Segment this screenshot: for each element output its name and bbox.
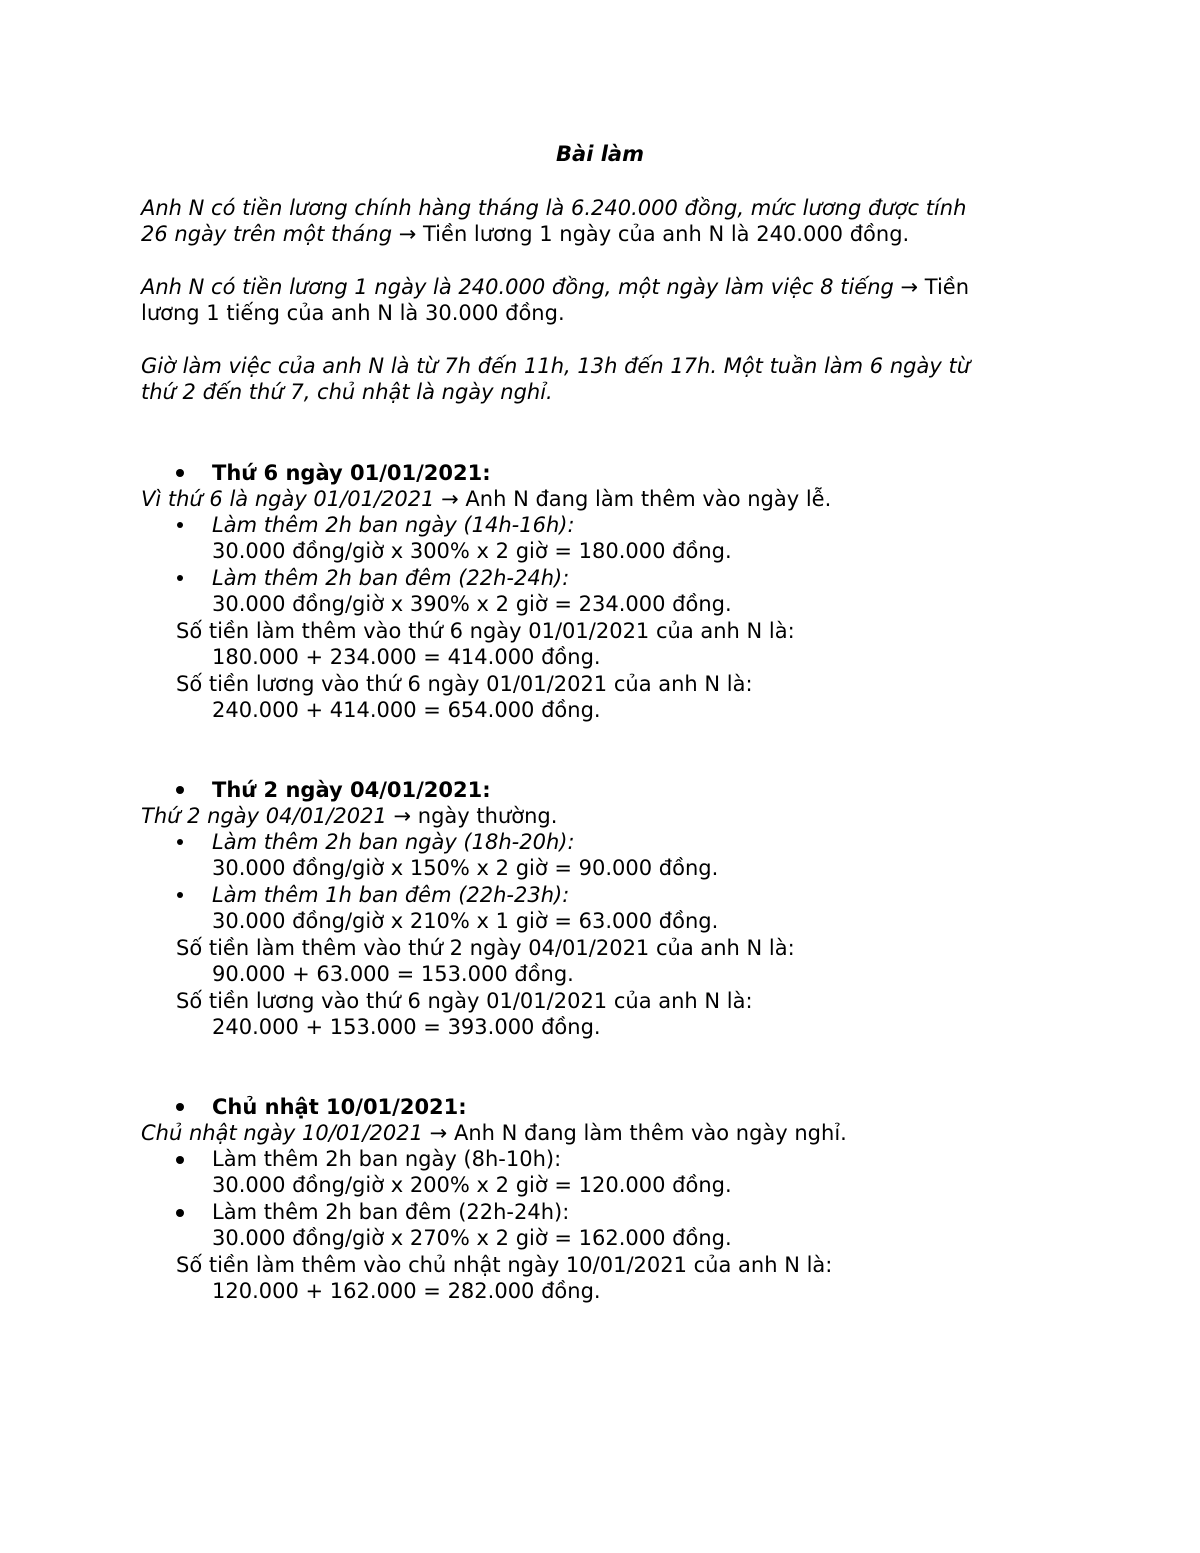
intro-paragraph-1-result: Tiền lương 1 ngày của anh N là 240.000 đồng.	[416, 222, 910, 246]
section-2-item-1-calc: 30.000 đồng/giờ x 150% x 2 giờ = 90.000 đồng.	[212, 856, 719, 880]
section-1-total-label: Số tiền lương vào thứ 6 ngày 01/01/2021 của anh N là:	[176, 672, 753, 696]
section-2-item-2-label: Làm thêm 1h ban đêm (22h-23h):	[212, 883, 570, 907]
intro-paragraph-3-line-1: Giờ làm việc của anh N là từ 7h đến 11h, 13h đến 17h. Một tuần làm 6 ngày từ	[141, 354, 970, 378]
section-2-description-result: ngày thường.	[411, 804, 558, 828]
intro-paragraph-1-line-1: Anh N có tiền lương chính hàng tháng là 6.240.000 đồng, mức lương được tính	[141, 196, 967, 220]
section-2-description	[141, 803, 557, 829]
section-2-total-calc: 240.000 + 153.000 = 393.000 đồng.	[212, 1015, 601, 1039]
section-bullet	[176, 1103, 184, 1111]
section-1-heading: Thứ 6 ngày 01/01/2021:	[212, 461, 491, 485]
item-bullet	[177, 575, 183, 581]
intro-paragraph-2-italic: Anh N có tiền lương 1 ngày là 240.000 đồng, một ngày làm việc 8 tiếng →	[141, 275, 919, 299]
intro-paragraph-1-italic: 26 ngày trên một tháng →	[141, 222, 417, 246]
section-3-description	[141, 1120, 847, 1146]
section-3-sum-calc: 120.000 + 162.000 = 282.000 đồng.	[212, 1279, 601, 1303]
intro-paragraph-2-line-2: lương 1 tiếng của anh N là 30.000 đồng.	[141, 301, 565, 325]
intro-paragraph-3-line-2: thứ 2 đến thứ 7, chủ nhật là ngày nghỉ.	[141, 380, 553, 404]
intro-paragraph-2-line-1	[141, 274, 969, 300]
section-3-item-2-calc: 30.000 đồng/giờ x 270% x 2 giờ = 162.000 đồng.	[212, 1226, 732, 1250]
intro-paragraph-1-line-2	[141, 221, 909, 247]
item-bullet	[177, 839, 183, 845]
section-1-description-result: Anh N đang làm thêm vào ngày lễ.	[458, 487, 832, 511]
section-3-item-1-calc: 30.000 đồng/giờ x 200% x 2 giờ = 120.000 đồng.	[212, 1173, 732, 1197]
section-2-description-italic: Thứ 2 ngày 04/01/2021 →	[141, 804, 412, 828]
intro-paragraph-2-result: Tiền	[918, 275, 970, 299]
section-2-sum-label: Số tiền làm thêm vào thứ 2 ngày 04/01/2021 của anh N là:	[176, 936, 795, 960]
section-3-description-italic: Chủ nhật ngày 10/01/2021 →	[141, 1121, 448, 1145]
section-1-total-calc: 240.000 + 414.000 = 654.000 đồng.	[212, 698, 601, 722]
section-3-heading: Chủ nhật 10/01/2021:	[212, 1095, 467, 1119]
section-1-item-1-calc: 30.000 đồng/giờ x 300% x 2 giờ = 180.000 đồng.	[212, 539, 732, 563]
section-1-item-1-label: Làm thêm 2h ban ngày (14h-16h):	[212, 513, 575, 537]
section-1-item-2-label: Làm thêm 2h ban đêm (22h-24h):	[212, 566, 570, 590]
section-1-sum-label: Số tiền làm thêm vào thứ 6 ngày 01/01/2021 của anh N là:	[176, 619, 795, 643]
section-3-description-result: Anh N đang làm thêm vào ngày nghỉ.	[447, 1121, 847, 1145]
item-bullet	[176, 1156, 184, 1164]
section-3-item-1-label: Làm thêm 2h ban ngày (8h-10h):	[212, 1147, 562, 1171]
section-bullet	[176, 469, 184, 477]
section-1-description	[141, 486, 831, 512]
section-1-sum-calc: 180.000 + 234.000 = 414.000 đồng.	[212, 645, 601, 669]
section-1-description-italic: Vì thứ 6 là ngày 01/01/2021 →	[141, 487, 459, 511]
item-bullet	[177, 522, 183, 528]
page-title: Bài làm	[556, 142, 644, 166]
section-2-item-2-calc: 30.000 đồng/giờ x 210% x 1 giờ = 63.000 đồng.	[212, 909, 719, 933]
section-2-total-label: Số tiền lương vào thứ 6 ngày 01/01/2021 của anh N là:	[176, 989, 753, 1013]
section-2-item-1-label: Làm thêm 2h ban ngày (18h-20h):	[212, 830, 575, 854]
section-3-sum-label: Số tiền làm thêm vào chủ nhật ngày 10/01/2021 của anh N là:	[176, 1253, 833, 1277]
section-2-heading: Thứ 2 ngày 04/01/2021:	[212, 778, 491, 802]
section-2-sum-calc: 90.000 + 63.000 = 153.000 đồng.	[212, 962, 574, 986]
section-1-item-2-calc: 30.000 đồng/giờ x 390% x 2 giờ = 234.000 đồng.	[212, 592, 732, 616]
section-bullet	[176, 786, 184, 794]
section-3-item-2-label: Làm thêm 2h ban đêm (22h-24h):	[212, 1200, 570, 1224]
item-bullet	[176, 1209, 184, 1217]
item-bullet	[177, 892, 183, 898]
